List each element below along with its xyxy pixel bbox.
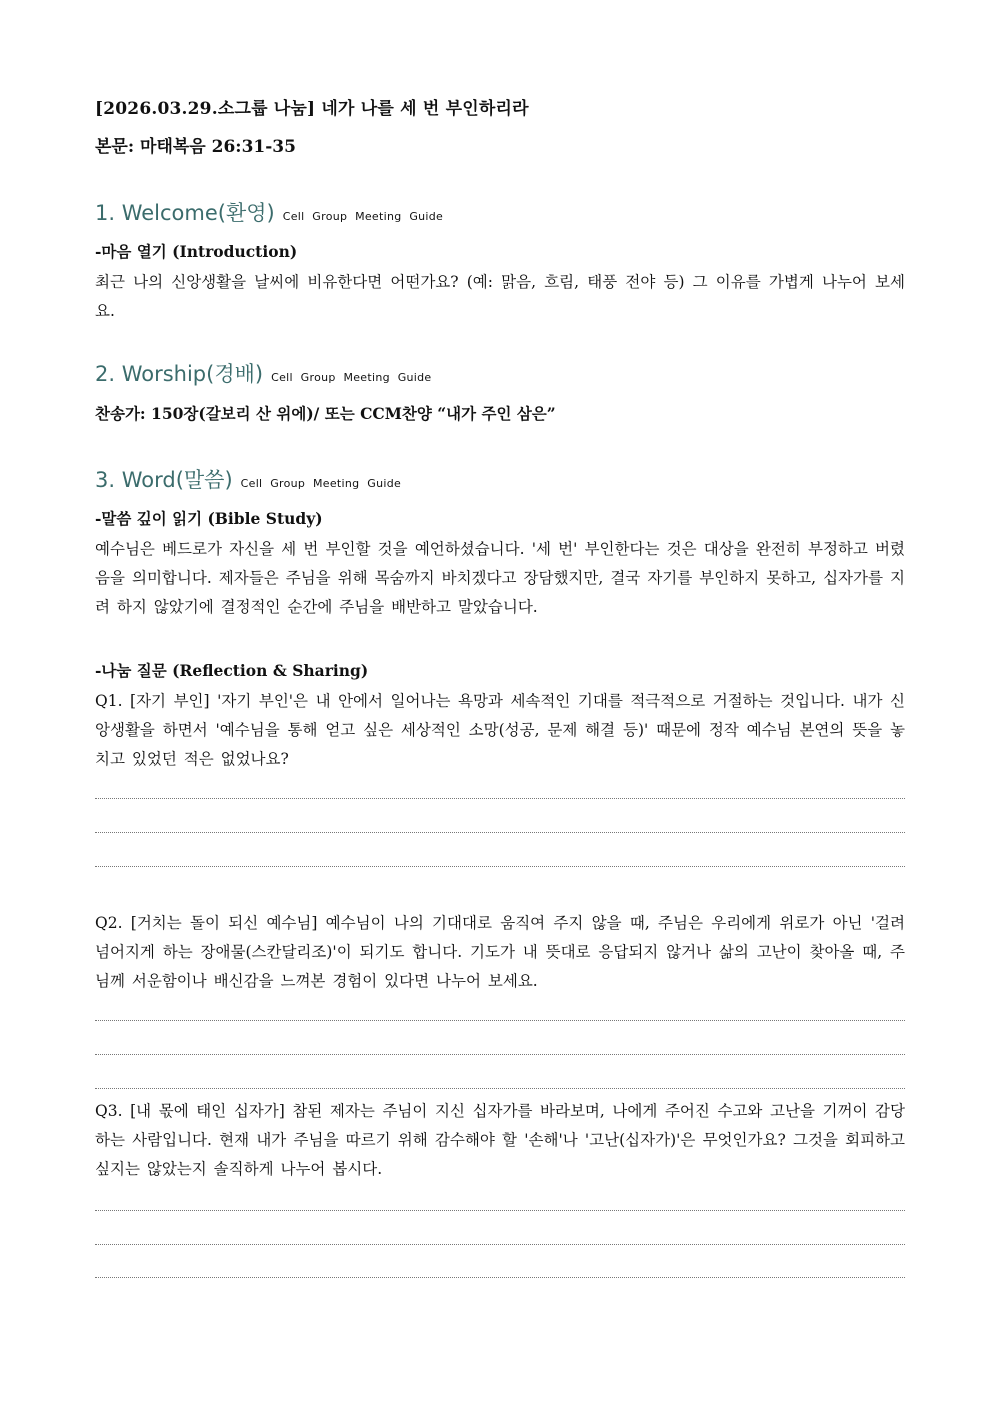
question-1: Q1. [자기 부인] '자기 부인'은 내 안에서 일어나는 욕망과 세속적인 기대를 적극적으로 거절하는 것입니다. 내가 신앙생활을 하면서 '예수님을 통해 얻고 싶은 세상적인 소망(성공, 문제 해결 등)' 때문에 정작 예수님 본연의 뜻을 놓치고 있었던 적은 없었나요? [95, 692, 905, 768]
section-word-guide: Cell Group Meeting Guide [240, 477, 402, 490]
welcome-subheading: -마음 열기 (Introduction) [95, 242, 298, 261]
section-word-heading [95, 466, 401, 498]
question-2: Q2. [거치는 돌이 되신 예수님] 예수님이 나의 기대대로 움직여 주지 않을 때, 주님은 우리에게 위로가 아닌 '걸려 넘어지게 하는 장애물(스칸달리조)'이 되기도 합니다. 기도가 내 뜻대로 응답되지 않거나 삶의 고난이 찾아올 때, 주님께 서운함이나 배신감을 느껴본 경험이 있다면 나누어 보세요. [95, 914, 905, 990]
answer-line[interactable] [95, 1210, 905, 1211]
section-welcome-guide: Cell Group Meeting Guide [282, 210, 444, 223]
answer-line[interactable] [95, 1088, 905, 1089]
welcome-body: 최근 나의 신앙생활을 날씨에 비유한다면 어떤가요? (예: 맑음, 흐림, 태풍 전야 등) 그 이유를 가볍게 나누어 보세요. [95, 273, 905, 320]
section-welcome-heading [95, 199, 443, 231]
sharing-subheading: -나눔 질문 (Reflection & Sharing) [95, 661, 369, 680]
scripture-reference: 본문: 마태복음 26:31-35 [95, 137, 296, 157]
section-welcome-title: 1. Welcome(환영) [95, 201, 275, 225]
answer-line[interactable] [95, 1277, 905, 1278]
question-3: Q3. [내 몫에 태인 십자가] 참된 제자는 주님이 지신 십자가를 바라보며, 나에게 주어진 수고와 고난을 기꺼이 감당하는 사람입니다. 현재 내가 주님을 따르기 위해 감수해야 할 '손해'나 '고난(십자가)'은 무엇인가요? 그것을 회피하고 싶지는 않았는지 솔직하게 나누어 봅시다. [95, 1102, 905, 1178]
section-worship-guide: Cell Group Meeting Guide [271, 371, 432, 384]
answer-line[interactable] [95, 1054, 905, 1055]
word-subheading: -말씀 깊이 읽기 (Bible Study) [95, 509, 323, 528]
answer-line[interactable] [95, 832, 905, 833]
hymn-line: 찬송가: 150장(갈보리 산 위에)/ 또는 CCM찬양 “내가 주인 삼은” [95, 404, 556, 423]
section-worship-title: 2. Worship(경배) [95, 362, 264, 386]
section-worship-heading [95, 360, 432, 392]
word-body: 예수님은 베드로가 자신을 세 번 부인할 것을 예언하셨습니다. '세 번' 부인한다는 것은 대상을 완전히 부정하고 버렸음을 의미합니다. 제자들은 주님을 위해 목숨까지 바치겠다고 장담했지만, 결국 자기를 부인하지 못하고, 십자가를 지려 하지 않았기에 결정적인 순간에 주님을 배반하고 말았습니다. [95, 540, 905, 616]
answer-line[interactable] [95, 866, 905, 867]
document-title: [2026.03.29.소그룹 나눔] 네가 나를 세 번 부인하리라 [95, 99, 529, 119]
answer-line[interactable] [95, 1244, 905, 1245]
answer-line[interactable] [95, 1020, 905, 1021]
answer-line[interactable] [95, 798, 905, 799]
section-word-title: 3. Word(말씀) [95, 468, 233, 492]
